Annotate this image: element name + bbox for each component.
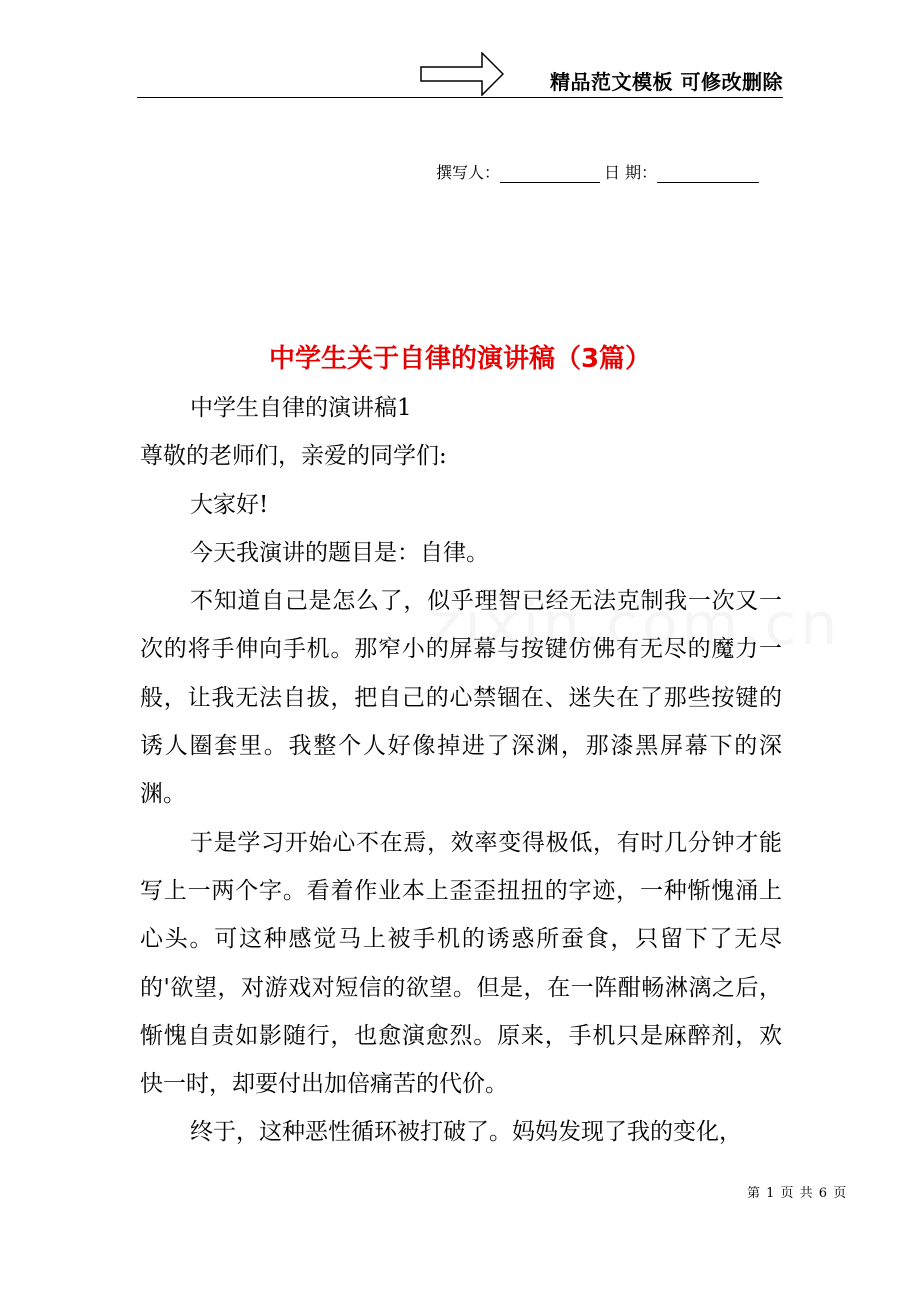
section-heading: 中学生自律的演讲稿1: [190, 395, 412, 421]
author-date-line: [436, 160, 759, 183]
page-number: 第 1 页 共 6 页: [747, 1186, 848, 1201]
paragraph: 于是学习开始心不在焉，效率变得极低，有时几分钟才能写上一两个字。看着作业本上歪歪扭扭的字迹，一种惭愧涌上心头。可这种感觉马上被手机的诱惑所蚕食，只留下了无尽的'欲望，对游戏对短信的欲望。但是，在一阵酣畅淋漓之后，惭愧自责如影随行，也愈演愈烈。原来，手机只是麻醉剂，欢快一时，却要付出加倍痛苦的代价。: [140, 829, 782, 1098]
paragraph: 终于，这种恶性循环被打破了。妈妈发现了我的变化，: [190, 1119, 742, 1146]
header-divider: [137, 97, 783, 98]
salutation: 尊敬的老师们，亲爱的同学们:: [140, 443, 447, 470]
date-label: 日 期：: [604, 163, 658, 182]
date-blank: [657, 164, 759, 183]
document-title: 中学生关于自律的演讲稿（3篇）: [268, 344, 652, 374]
greeting: 大家好!: [190, 491, 269, 518]
header-title: 精品范文模板 可修改删除: [550, 70, 783, 94]
author-blank: [500, 164, 600, 183]
paragraph: 今天我演讲的题目是：自律。: [190, 539, 489, 566]
arrow-right-icon: [420, 52, 504, 96]
page-header: [137, 48, 783, 98]
author-label: 撰写人：: [436, 163, 501, 182]
document-body: [140, 384, 782, 1157]
paragraph: 不知道自己是怎么了，似乎理智已经无法克制我一次又一次的将手伸向手机。那窄小的屏幕与按键仿佛有无尽的魔力一般，让我无法自拔，把自己的心禁锢在、迷失在了那些按键的诱人圈套里。我整个人好像掉进了深渊，那漆黑屏幕下的深渊。: [140, 588, 782, 808]
